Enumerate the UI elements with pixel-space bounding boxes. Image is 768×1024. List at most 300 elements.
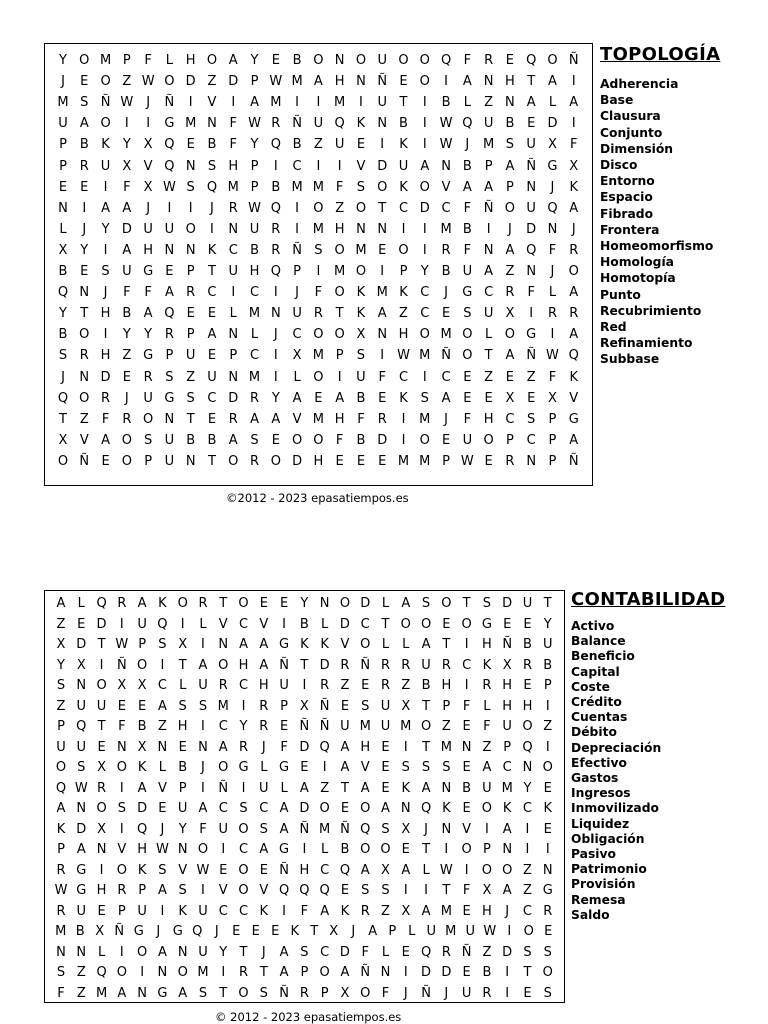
grid-letter[interactable]: Z [399,306,408,322]
grid-letter[interactable]: E [381,760,390,775]
grid-letter[interactable]: S [421,596,431,611]
grid-letter[interactable]: S [198,985,208,1001]
grid-letter[interactable]: F [144,285,152,301]
grid-letter[interactable]: W [74,780,88,796]
grid-letter[interactable]: D [185,74,196,90]
grid-letter[interactable]: U [465,924,475,939]
grid-letter[interactable]: E [207,348,217,364]
grid-letter[interactable]: E [523,678,532,693]
grid-letter[interactable]: E [543,821,552,837]
grid-letter[interactable]: L [158,760,167,775]
grid-letter[interactable]: R [218,678,228,693]
grid-letter[interactable]: A [421,780,431,796]
grid-letter[interactable]: K [137,760,147,775]
grid-letter[interactable]: E [138,698,147,714]
grid-letter[interactable]: Y [543,616,552,632]
grid-letter[interactable]: E [523,616,532,632]
grid-letter[interactable]: W [162,179,176,195]
grid-letter[interactable]: I [484,821,489,837]
grid-letter[interactable]: X [401,821,411,837]
grid-letter[interactable]: X [137,739,147,755]
grid-letter[interactable]: O [319,965,330,980]
grid-letter[interactable]: Y [523,780,532,796]
grid-letter[interactable]: C [502,760,512,775]
grid-letter[interactable]: G [279,842,290,857]
grid-letter[interactable]: U [421,657,431,673]
grid-letter[interactable]: S [505,137,515,153]
grid-letter[interactable]: U [177,801,188,816]
grid-letter[interactable]: Ñ [502,637,513,652]
grid-letter[interactable]: E [58,179,68,195]
grid-letter[interactable]: B [299,616,309,632]
grid-letter[interactable]: A [360,862,370,878]
grid-letter[interactable]: O [522,719,533,734]
grid-letter[interactable]: E [356,137,366,153]
grid-letter[interactable]: A [505,242,515,258]
grid-letter[interactable]: X [340,985,350,1001]
grid-letter[interactable]: B [250,242,259,258]
grid-letter[interactable]: S [361,698,370,714]
grid-letter[interactable]: L [293,369,301,385]
grid-letter[interactable]: A [484,179,494,195]
grid-letter[interactable]: F [463,411,472,427]
grid-letter[interactable]: R [122,411,132,427]
grid-letter[interactable]: T [378,200,387,216]
grid-letter[interactable]: S [543,985,552,1001]
grid-letter[interactable]: K [320,637,329,652]
grid-letter[interactable]: D [339,616,350,632]
grid-letter[interactable]: S [198,698,208,714]
grid-letter[interactable]: Z [320,780,330,796]
grid-letter[interactable]: B [482,965,492,980]
grid-letter[interactable]: X [381,862,390,878]
grid-letter[interactable]: Q [526,53,537,68]
grid-letter[interactable]: N [400,801,411,816]
grid-letter[interactable]: Y [101,221,110,237]
grid-letter[interactable]: B [441,95,451,111]
grid-letter[interactable]: I [302,678,307,693]
grid-letter[interactable]: K [399,285,408,301]
grid-letter[interactable]: C [157,678,167,693]
grid-letter[interactable]: J [444,985,449,1001]
grid-letter[interactable]: S [300,944,309,960]
grid-letter[interactable]: B [421,678,431,693]
grid-letter[interactable]: I [401,221,406,237]
grid-letter[interactable]: M [397,453,410,469]
grid-letter[interactable]: Y [59,306,67,322]
grid-letter[interactable]: H [334,74,345,90]
grid-letter[interactable]: U [526,137,536,153]
grid-letter[interactable]: U [122,264,132,279]
grid-letter[interactable]: C [218,903,228,919]
grid-letter[interactable]: A [569,200,579,216]
grid-letter[interactable]: E [207,306,217,322]
grid-letter[interactable]: O [238,821,249,837]
grid-letter[interactable]: T [259,965,268,980]
grid-letter[interactable]: N [76,801,87,816]
grid-letter[interactable]: R [271,221,281,237]
grid-letter[interactable]: Q [270,137,281,153]
grid-letter[interactable]: W [248,116,261,132]
grid-letter[interactable]: C [484,285,494,301]
grid-letter[interactable]: A [178,985,188,1001]
grid-letter[interactable]: M [440,221,452,237]
grid-letter[interactable]: I [210,221,214,237]
grid-letter[interactable]: I [422,221,427,237]
grid-letter[interactable]: I [401,411,406,427]
grid-letter[interactable]: C [218,719,228,734]
grid-letter[interactable]: N [177,842,188,857]
grid-letter[interactable]: E [340,698,350,714]
grid-letter[interactable]: O [116,760,127,775]
grid-letter[interactable]: D [526,221,537,237]
grid-letter[interactable]: L [408,924,416,939]
grid-letter[interactable]: W [439,116,453,132]
grid-letter[interactable]: O [523,924,534,939]
grid-letter[interactable]: O [419,74,430,90]
grid-letter[interactable]: L [485,327,493,343]
grid-letter[interactable]: U [137,616,147,632]
grid-letter[interactable]: B [292,137,302,153]
grid-letter[interactable]: O [377,179,388,195]
grid-letter[interactable]: N [502,842,513,857]
grid-letter[interactable]: P [250,179,259,195]
grid-letter[interactable]: Z [441,719,451,734]
grid-letter[interactable]: P [57,719,65,734]
grid-letter[interactable]: O [319,801,330,816]
grid-letter[interactable]: E [484,453,493,469]
grid-letter[interactable]: O [542,760,553,775]
grid-letter[interactable]: N [177,944,188,960]
grid-letter[interactable]: C [420,306,430,322]
grid-letter[interactable]: S [543,944,552,960]
grid-letter[interactable]: L [321,842,329,857]
grid-letter[interactable]: R [313,306,323,322]
grid-letter[interactable]: R [186,285,196,301]
grid-letter[interactable]: U [482,780,492,796]
grid-letter[interactable]: P [503,739,512,755]
grid-letter[interactable]: Y [300,596,309,611]
grid-letter[interactable]: R [380,678,391,693]
grid-letter[interactable]: U [380,698,391,714]
grid-letter[interactable]: N [542,862,553,878]
grid-letter[interactable]: Q [96,965,107,980]
grid-letter[interactable]: A [505,348,515,364]
grid-letter[interactable]: I [282,903,287,919]
grid-letter[interactable]: R [239,965,249,980]
grid-letter[interactable]: E [401,944,410,960]
grid-letter[interactable]: T [310,924,319,939]
grid-letter[interactable]: H [334,221,345,237]
grid-letter[interactable]: U [164,453,175,469]
grid-letter[interactable]: A [505,158,515,174]
grid-letter[interactable]: A [122,242,132,258]
grid-letter[interactable]: Z [484,95,494,111]
grid-letter[interactable]: M [248,306,261,322]
grid-letter[interactable]: R [198,596,208,611]
grid-letter[interactable]: I [99,862,104,878]
grid-letter[interactable]: E [361,678,370,693]
grid-letter[interactable]: K [543,801,553,816]
grid-letter[interactable]: O [100,116,111,132]
grid-letter[interactable]: I [545,842,550,857]
grid-letter[interactable]: Z [56,698,66,714]
grid-letter[interactable]: F [123,179,131,195]
grid-letter[interactable]: X [299,698,309,714]
grid-letter[interactable]: Q [526,242,537,258]
grid-letter[interactable]: I [119,616,124,632]
grid-letter[interactable]: I [403,883,408,898]
grid-letter[interactable]: O [121,432,132,448]
grid-letter[interactable]: I [403,965,408,980]
grid-letter[interactable]: M [501,780,513,796]
grid-letter[interactable]: T [543,596,552,611]
grid-letter[interactable]: P [399,264,408,279]
grid-letter[interactable]: C [259,801,269,816]
grid-letter[interactable]: M [197,965,209,980]
grid-letter[interactable]: S [421,760,431,775]
grid-letter[interactable]: F [57,985,65,1001]
grid-letter[interactable]: E [165,264,174,279]
grid-letter[interactable]: S [80,95,89,111]
grid-letter[interactable]: M [334,264,346,279]
grid-letter[interactable]: U [164,221,175,237]
grid-letter[interactable]: Q [522,739,533,755]
grid-letter[interactable]: U [279,678,289,693]
grid-letter[interactable]: A [548,74,557,90]
grid-letter[interactable]: Z [76,985,86,1001]
grid-letter[interactable]: E [117,698,126,714]
grid-letter[interactable]: A [157,883,167,898]
grid-letter[interactable]: S [186,179,195,195]
grid-letter[interactable]: O [398,242,409,258]
grid-letter[interactable]: H [258,678,269,693]
grid-letter[interactable]: J [210,200,214,216]
grid-letter[interactable]: P [548,411,557,427]
grid-letter[interactable]: R [259,698,269,714]
grid-letter[interactable]: P [250,158,259,174]
grid-letter[interactable]: I [316,95,321,111]
grid-letter[interactable]: Z [523,862,532,878]
grid-letter[interactable]: N [79,369,90,385]
grid-letter[interactable]: T [442,883,451,898]
grid-letter[interactable]: R [299,985,309,1001]
grid-letter[interactable]: I [119,780,124,796]
grid-letter[interactable]: P [482,842,491,857]
grid-letter[interactable]: P [117,903,126,919]
grid-letter[interactable]: O [185,221,196,237]
grid-letter[interactable]: N [505,95,515,111]
grid-letter[interactable]: O [116,965,127,980]
grid-letter[interactable]: A [381,801,390,816]
grid-letter[interactable]: B [441,264,451,279]
grid-letter[interactable]: C [398,200,409,216]
grid-letter[interactable]: A [79,116,89,132]
grid-letter[interactable]: C [462,657,472,673]
grid-letter[interactable]: O [419,53,430,68]
grid-letter[interactable]: B [122,306,132,322]
grid-letter[interactable]: K [482,657,492,673]
grid-letter[interactable]: X [401,698,411,714]
grid-letter[interactable]: V [292,411,302,427]
grid-letter[interactable]: I [295,200,300,216]
grid-letter[interactable]: Q [568,348,579,364]
grid-letter[interactable]: A [401,596,411,611]
grid-letter[interactable]: I [119,821,124,837]
grid-letter[interactable]: R [117,883,127,898]
grid-letter[interactable]: S [523,944,532,960]
grid-letter[interactable]: N [356,221,366,237]
grid-letter[interactable]: H [185,53,196,68]
grid-letter[interactable]: R [250,390,260,406]
grid-letter[interactable]: O [462,348,473,364]
grid-letter[interactable]: Ñ [360,657,371,673]
grid-letter[interactable]: M [445,924,457,939]
grid-letter[interactable]: A [157,944,167,960]
grid-letter[interactable]: Z [482,739,492,755]
grid-letter[interactable]: I [103,179,108,195]
grid-letter[interactable]: Y [250,53,259,68]
grid-letter[interactable]: U [334,137,345,153]
grid-letter[interactable]: E [178,739,187,755]
grid-letter[interactable]: O [419,179,430,195]
grid-letter[interactable]: Ñ [377,74,388,90]
grid-letter[interactable]: U [462,432,473,448]
grid-letter[interactable]: O [96,801,107,816]
grid-letter[interactable]: U [292,306,302,322]
grid-letter[interactable]: Ñ [292,242,302,258]
grid-letter[interactable]: Q [319,883,330,898]
grid-letter[interactable]: A [421,903,431,919]
grid-letter[interactable]: M [312,348,324,364]
grid-letter[interactable]: I [295,221,300,237]
grid-letter[interactable]: V [117,842,127,857]
grid-letter[interactable]: F [118,719,126,734]
grid-letter[interactable]: Ñ [292,116,302,132]
grid-letter[interactable]: L [59,221,67,237]
grid-letter[interactable]: I [140,965,145,980]
grid-letter[interactable]: P [57,842,65,857]
grid-letter[interactable]: I [464,678,469,693]
grid-letter[interactable]: Ñ [319,698,330,714]
grid-letter[interactable]: A [164,285,174,301]
grid-letter[interactable]: X [356,327,366,343]
grid-letter[interactable]: N [157,965,168,980]
grid-letter[interactable]: Z [76,965,86,980]
grid-letter[interactable]: S [143,432,153,448]
grid-letter[interactable]: N [76,678,87,693]
grid-letter[interactable]: A [157,698,167,714]
grid-letter[interactable]: I [188,200,193,216]
grid-letter[interactable]: S [314,242,323,258]
grid-letter[interactable]: A [299,780,309,796]
grid-letter[interactable]: P [335,348,344,364]
grid-letter[interactable]: A [198,657,208,673]
grid-letter[interactable]: T [422,842,431,857]
grid-letter[interactable]: J [403,985,408,1001]
grid-letter[interactable]: R [117,596,127,611]
grid-letter[interactable]: O [547,53,558,68]
grid-letter[interactable]: E [279,719,289,734]
grid-letter[interactable]: A [259,842,269,857]
grid-letter[interactable]: C [320,862,330,878]
grid-letter[interactable]: P [138,883,147,898]
grid-letter[interactable]: Q [547,200,558,216]
grid-letter[interactable]: T [422,739,431,755]
grid-letter[interactable]: L [179,678,187,693]
grid-letter[interactable]: Q [462,116,473,132]
grid-letter[interactable]: N [526,453,537,469]
grid-letter[interactable]: A [340,760,350,775]
grid-letter[interactable]: Y [250,137,259,153]
grid-letter[interactable]: K [56,821,66,837]
grid-letter[interactable]: F [527,285,535,301]
grid-letter[interactable]: E [381,780,390,796]
grid-letter[interactable]: F [357,411,365,427]
grid-letter[interactable]: S [117,801,126,816]
grid-letter[interactable]: O [420,616,432,632]
grid-letter[interactable]: Ñ [319,719,330,734]
grid-letter[interactable]: C [292,158,302,174]
grid-letter[interactable]: E [279,596,289,611]
grid-letter[interactable]: N [76,944,87,960]
grid-letter[interactable]: N [157,739,168,755]
grid-letter[interactable]: Ñ [279,862,289,878]
grid-letter[interactable]: K [569,179,579,195]
grid-letter[interactable]: E [232,924,241,939]
grid-letter[interactable]: F [381,985,390,1001]
grid-letter[interactable]: D [96,616,107,632]
grid-letter[interactable]: U [462,264,473,279]
grid-letter[interactable]: T [178,657,187,673]
grid-letter[interactable]: J [505,903,510,919]
grid-letter[interactable]: E [340,883,350,898]
grid-letter[interactable]: F [335,179,344,195]
grid-letter[interactable]: S [239,801,248,816]
grid-letter[interactable]: I [103,327,108,343]
grid-letter[interactable]: Z [122,348,132,364]
grid-letter[interactable]: P [505,432,514,448]
grid-letter[interactable]: U [526,200,536,216]
grid-letter[interactable]: D [137,801,148,816]
grid-letter[interactable]: P [442,453,450,469]
grid-letter[interactable]: I [337,369,342,385]
grid-letter[interactable]: R [79,348,89,364]
grid-letter[interactable]: D [360,596,371,611]
grid-letter[interactable]: V [340,637,350,652]
grid-letter[interactable]: O [420,719,432,734]
grid-letter[interactable]: U [542,637,553,652]
grid-letter[interactable]: Z [335,200,345,216]
grid-letter[interactable]: I [486,221,491,237]
grid-letter[interactable]: M [227,179,239,195]
grid-letter[interactable]: U [398,158,409,174]
grid-letter[interactable]: A [207,327,217,343]
grid-letter[interactable]: A [76,842,86,857]
grid-letter[interactable]: X [505,306,515,322]
grid-letter[interactable]: U [356,369,366,385]
grid-letter[interactable]: O [164,74,175,90]
grid-letter[interactable]: Q [334,116,345,132]
grid-letter[interactable]: Q [420,801,432,816]
grid-letter[interactable]: X [137,678,147,693]
grid-letter[interactable]: J [444,285,448,301]
grid-letter[interactable]: A [340,965,350,980]
grid-letter[interactable]: G [526,327,537,343]
grid-letter[interactable]: F [123,285,131,301]
grid-letter[interactable]: I [99,657,104,673]
grid-letter[interactable]: Z [523,883,532,898]
